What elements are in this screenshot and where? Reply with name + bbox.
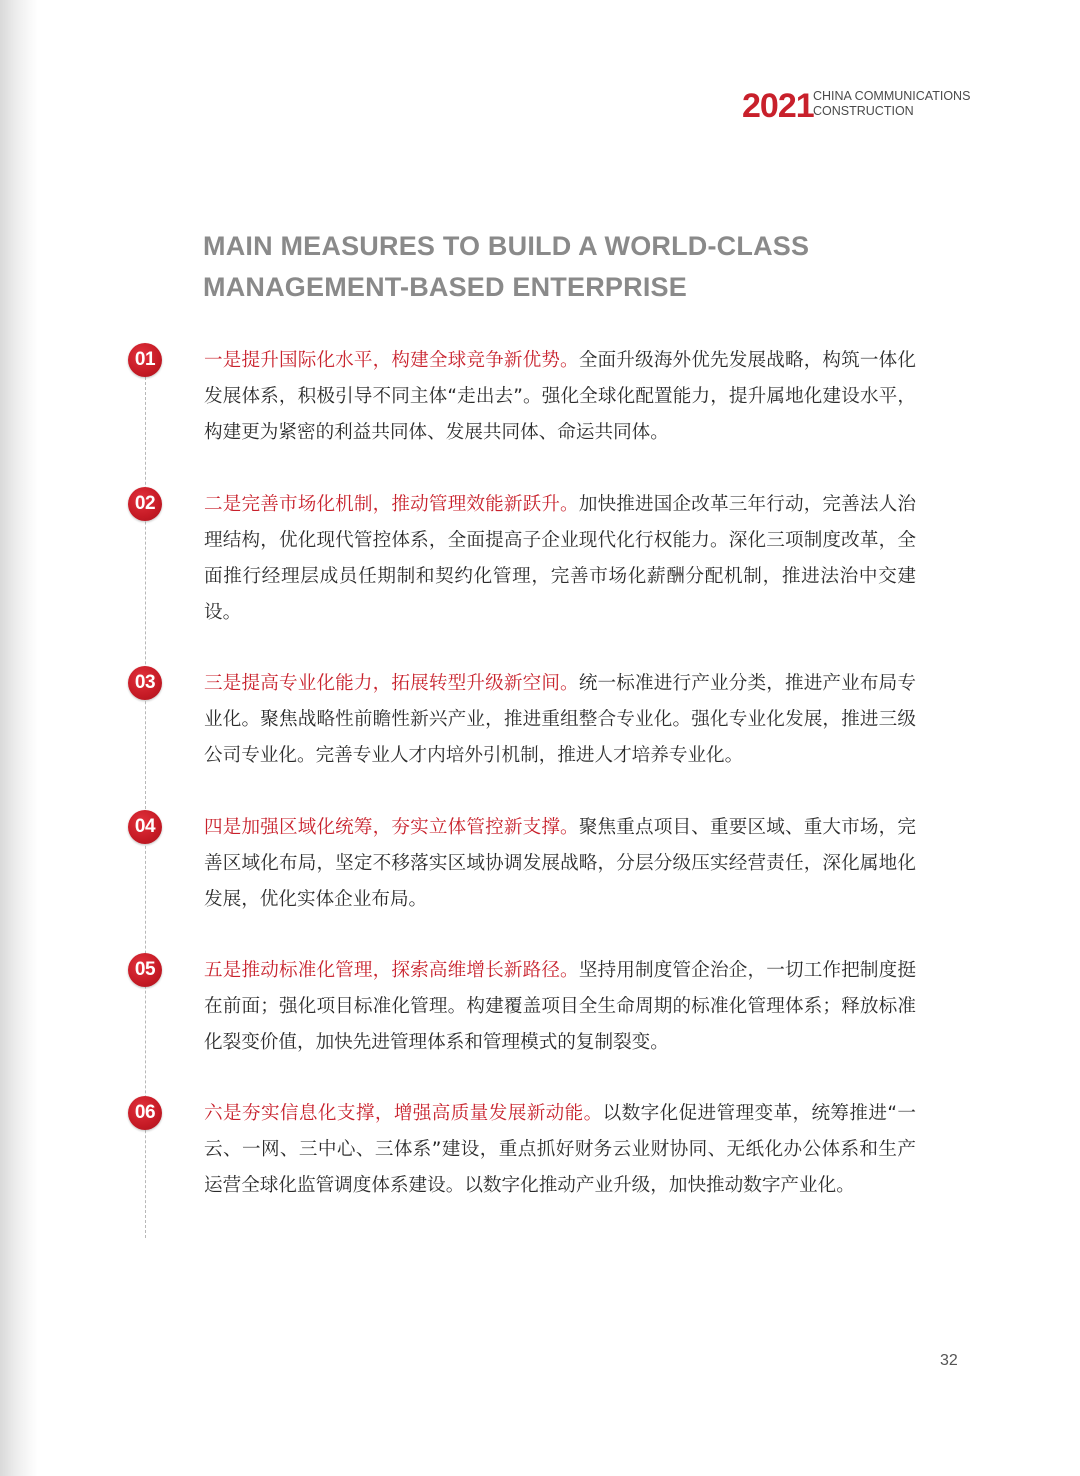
- company-name-line2: CONSTRUCTION: [813, 104, 914, 118]
- measure-number-badge: 02: [128, 487, 162, 521]
- page-title-line1: MAIN MEASURES TO BUILD A WORLD-CLASS: [203, 231, 810, 261]
- measure-text: [204, 953, 916, 1061]
- measure-text: [204, 810, 916, 918]
- report-year: 2021: [742, 87, 814, 125]
- measure-number-badge: 06: [128, 1096, 162, 1130]
- measure-text: [204, 487, 916, 631]
- measure-highlight: 四是加强区域化统筹，夯实立体管控新支撑。: [204, 817, 579, 838]
- company-name-line1: CHINA COMMUNICATIONS: [813, 89, 971, 103]
- measure-body: 全面升级海外优先发展战略，构筑一体化发展体系，积极引导不同主体“走出去”。强化全球化配置能力，提升属地化建设水平，构建更为紧密的利益共同体、发展共同体、命运共同体。: [204, 350, 916, 443]
- page-title: [203, 226, 903, 308]
- measure-body: 聚焦重点项目、重要区域、重大市场，完善区域化布局，坚定不移落实区域协调发展战略，分层分级压实经营责任，深化属地化发展，优化实体企业布局。: [204, 817, 916, 910]
- measure-text: [204, 343, 916, 451]
- measure-highlight: 五是推动标准化管理，探索高维增长新路径。: [204, 960, 579, 981]
- measure-text: [204, 666, 916, 774]
- page-number: 32: [940, 1352, 958, 1369]
- book-spine-shadow: [0, 0, 38, 1476]
- measure-text: [204, 1096, 916, 1204]
- measure-highlight: 三是提高专业化能力，拓展转型升级新空间。: [204, 673, 579, 694]
- measure-highlight: 二是完善市场化机制，推动管理效能新跃升。: [204, 494, 579, 515]
- measure-body: 以数字化促进管理变革，统筹推进“一云、一网、三中心、三体系”建设，重点抓好财务云业财协同、无纸化办公体系和生产运营全球化监管调度体系建设。以数字化推动产业升级，加快推动数字产业化。: [204, 1103, 916, 1196]
- measure-number-badge: 04: [128, 810, 162, 844]
- measure-body: 加快推进国企改革三年行动，完善法人治理结构，优化现代管控体系，全面提高子企业现代化行权能力。深化三项制度改革，全面推行经理层成员任期制和契约化管理，完善市场化薪酬分配机制，推进法治中交建设。: [204, 494, 916, 623]
- measure-number-badge: 01: [128, 343, 162, 377]
- measure-number-badge: 03: [128, 666, 162, 700]
- measure-number-badge: 05: [128, 953, 162, 987]
- page-title-line2: MANAGEMENT-BASED ENTERPRISE: [203, 272, 687, 302]
- measure-body: 坚持用制度管企治企，一切工作把制度挺在前面；强化项目标准化管理。构建覆盖项目全生命周期的标准化管理体系；释放标准化裂变价值，加快先进管理体系和管理模式的复制裂变。: [204, 960, 916, 1053]
- company-name: [813, 89, 973, 119]
- measure-highlight: 一是提升国际化水平，构建全球竞争新优势。: [204, 350, 579, 371]
- measure-highlight: 六是夯实信息化支撑，增强高质量发展新动能。: [204, 1103, 603, 1124]
- measure-body: 统一标准进行产业分类，推进产业布局专业化。聚焦战略性前瞻性新兴产业，推进重组整合专业化。强化专业化发展，推进三级公司专业化。完善专业人才内培外引机制，推进人才培养专业化。: [204, 673, 916, 766]
